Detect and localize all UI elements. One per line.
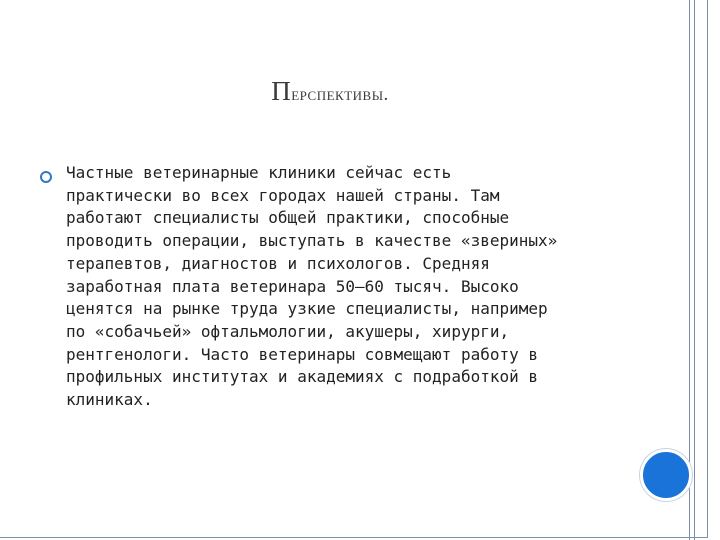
body-line: работают специалисты общей практики, способные — [66, 208, 510, 228]
body-line: терапевтов, диагностов и психологов. Средняя — [66, 253, 490, 273]
blue-circle-icon — [640, 449, 692, 501]
body-paragraph — [66, 162, 606, 412]
body-line: Частные ветеринарные клиники сейчас есть — [66, 163, 452, 182]
title-rest: ерспективы. — [291, 84, 389, 105]
body-line: проводить операции, выступать в качестве «звериных» — [66, 231, 558, 251]
body-line: по «собачьей» офтальмологии, акушеры, хирурги, — [66, 321, 510, 341]
hollow-circle-bullet-icon — [40, 171, 52, 183]
right-rule-line — [689, 0, 690, 540]
body-line: клиниках. — [66, 390, 153, 410]
slide-title — [0, 76, 660, 107]
right-rule-line — [694, 0, 695, 540]
title-first-letter: П — [271, 76, 292, 106]
body-line: практически во всех городах нашей страны. Там — [66, 185, 500, 205]
body-line: ценятся на рынке труда узкие специалисты, например — [66, 299, 548, 319]
body-line: профильных институтах и академиях с подработкой в — [66, 367, 539, 387]
body-line: заработная плата ветеринара 50–60 тысяч. Высоко — [66, 276, 519, 296]
body-line: рентгенологи. Часто ветеринары совмещают работу в — [66, 344, 539, 364]
